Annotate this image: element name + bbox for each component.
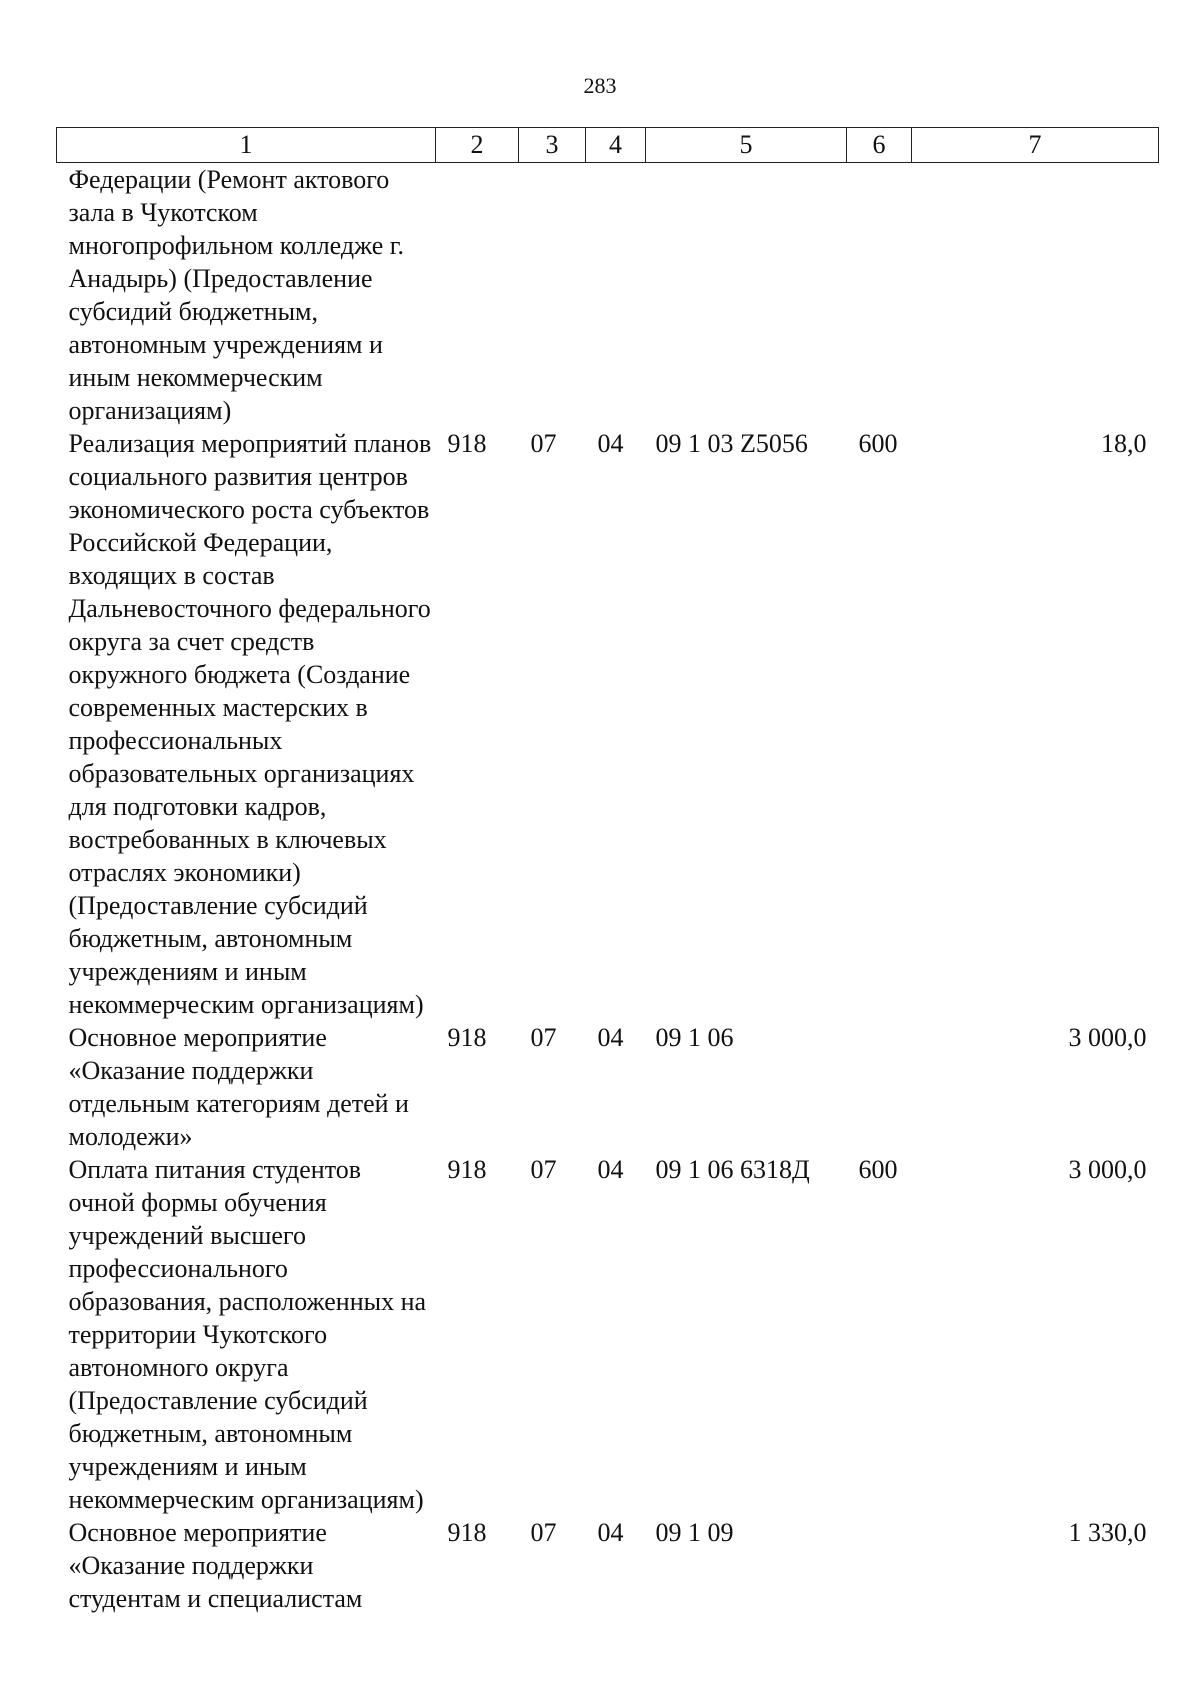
- ministry-code-cell: 918: [447, 1023, 487, 1052]
- expense-type-cell: [847, 1516, 912, 1615]
- expense-type-cell: 600: [858, 429, 898, 458]
- section-code-cell: 07: [530, 429, 557, 458]
- table-row: [57, 1021, 1159, 1153]
- budget-table: [56, 127, 1159, 1615]
- amount-cell: 18,0: [1101, 429, 1147, 458]
- expense-type-cell: [847, 1021, 912, 1153]
- subsection-code-cell: 04: [597, 1023, 624, 1052]
- target-article-cell: 09 1 09: [655, 1518, 734, 1547]
- amount-cell: 1 330,0: [1068, 1518, 1147, 1547]
- ministry-code-cell: 918: [447, 429, 487, 458]
- expense-type-cell: [847, 163, 912, 428]
- subsection-code-cell: [586, 163, 646, 428]
- section-code-cell: [519, 163, 586, 428]
- column-header-1: 1: [57, 128, 436, 163]
- target-article-cell: 09 1 03 Z5056: [655, 429, 808, 458]
- column-header-7: 7: [912, 128, 1159, 163]
- column-number-header-row: [57, 128, 1159, 163]
- table-row: [57, 427, 1159, 1021]
- subsection-code-cell: 04: [597, 429, 624, 458]
- ministry-code-cell: 918: [447, 1518, 487, 1547]
- column-header-2: 2: [436, 128, 519, 163]
- row-name-cell: Федерации (Ремонт актового зала в Чукотском многопрофильном колледже г. Анадырь) (Предоставление субсидий бюджетным, автономным учреждениям и иным некоммерческим организациям): [68, 165, 404, 425]
- section-code-cell: 07: [530, 1155, 557, 1184]
- section-code-cell: 07: [530, 1023, 557, 1052]
- table-row: [57, 1153, 1159, 1516]
- page-number: 283: [583, 73, 617, 98]
- table-row: [57, 1516, 1159, 1615]
- column-header-5: 5: [646, 128, 847, 163]
- table-row: [57, 163, 1159, 428]
- row-name-cell: Оплата питания студентов очной формы обучения учреждений высшего профессионального образования, расположенных на территории Чукотского автономного округа (Предоставление субсидий бюджетным, автономным учреждениям и иным некоммерческим организациям): [68, 1155, 427, 1514]
- amount-cell: [912, 163, 1159, 428]
- section-code-cell: 07: [530, 1518, 557, 1547]
- target-article-cell: 09 1 06 6318Д: [655, 1155, 810, 1184]
- row-name-cell: Реализация мероприятий планов социального развития центров экономического роста субъектов Российской Федерации, входящих в состав Дальневосточного федерального округа за счет средств окружного бюджета (Создание современных мастерских в профессиональных образовательных организациях для подготовки кадров, востребованных в ключевых отраслях экономики) (Предоставление субсидий бюджетным, автономным учреждениям и иным некоммерческим организациям): [68, 429, 432, 1019]
- target-article-cell: [646, 163, 847, 428]
- column-header-6: 6: [847, 128, 912, 163]
- target-article-cell: 09 1 06: [655, 1023, 734, 1052]
- subsection-code-cell: 04: [597, 1518, 624, 1547]
- row-name-cell: Основное мероприятие «Оказание поддержки студентам и специалистам: [68, 1518, 363, 1613]
- ministry-code-cell: 918: [447, 1155, 487, 1184]
- row-name-cell: Основное мероприятие «Оказание поддержки отдельным категориям детей и молодежи»: [68, 1023, 409, 1151]
- amount-cell: 3 000,0: [1068, 1023, 1147, 1052]
- expense-type-cell: 600: [858, 1155, 898, 1184]
- ministry-code-cell: [436, 163, 519, 428]
- column-header-3: 3: [519, 128, 586, 163]
- amount-cell: 3 000,0: [1068, 1155, 1147, 1184]
- column-header-4: 4: [586, 128, 646, 163]
- subsection-code-cell: 04: [597, 1155, 624, 1184]
